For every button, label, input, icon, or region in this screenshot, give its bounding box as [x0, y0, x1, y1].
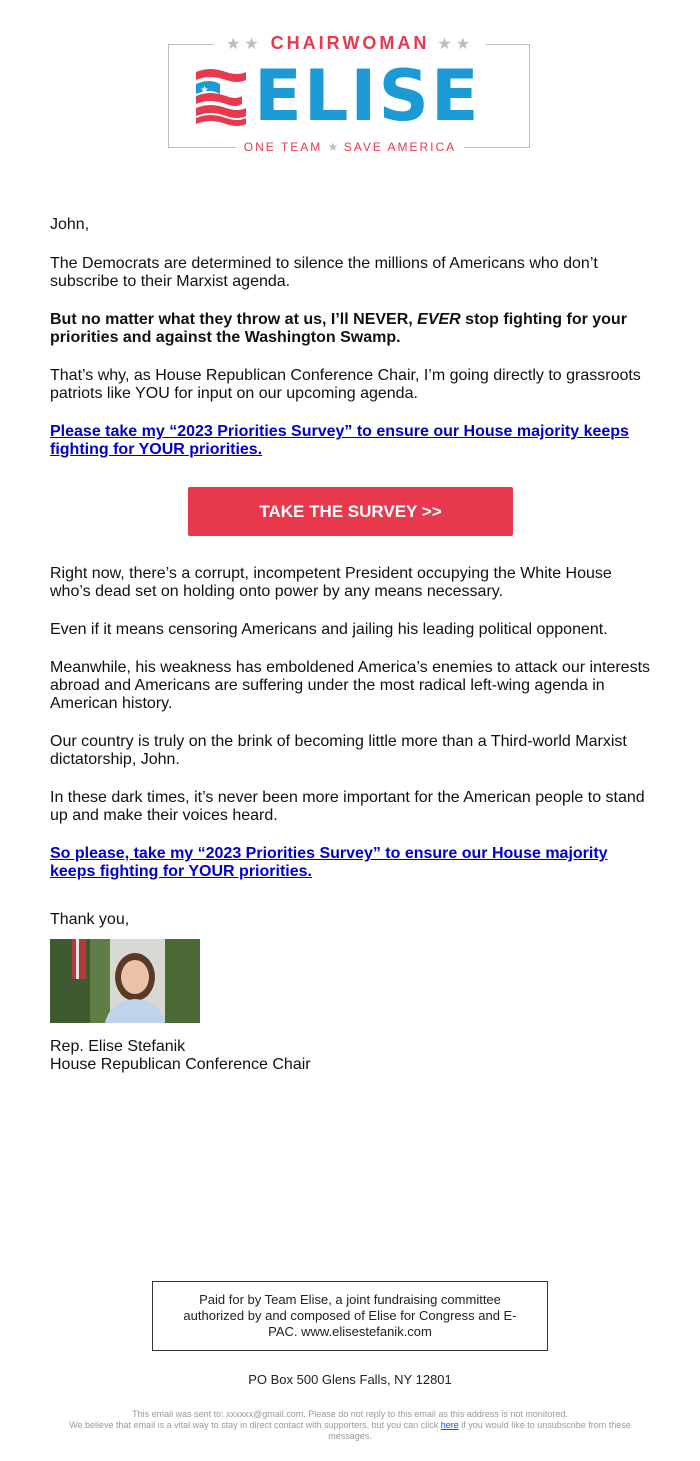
logo-top-text: CHAIRWOMAN — [270, 33, 430, 53]
greeting: John, — [50, 216, 90, 233]
survey-link-2[interactable]: So please, take my “2023 Priorities Survey” to ensure our House majority keeps fighting for YOUR priorities. — [50, 845, 608, 880]
portrait-image — [50, 939, 200, 1023]
paragraph-4: Right now, there’s a corrupt, incompetent President occupying the White House who’s dead set on holding onto power by any means necessary. — [50, 565, 612, 600]
paragraph-3: That’s why, as House Republican Conference Chair, I’m going directly to grassroots patriots like YOU for input on our upcoming agenda. — [50, 367, 641, 402]
logo-tagline — [168, 138, 532, 156]
paragraph-2-start: But no matter what they throw at us, I’ll NEVER, — [50, 311, 418, 328]
star-icon: ★★ — [225, 36, 263, 53]
mailing-address: PO Box 500 Glens Falls, NY 12801 — [248, 1372, 452, 1387]
unsubscribe-text-end: if you would like to unsubscribe from these messages. — [328, 1420, 631, 1441]
take-survey-button[interactable]: TAKE THE SURVEY >> — [188, 487, 513, 536]
closing: Thank you, — [50, 911, 130, 928]
signature-name: Rep. Elise Stefanik — [50, 1038, 186, 1055]
unsubscribe-link[interactable]: here — [440, 1420, 459, 1430]
paragraph-2-emphasis: EVER — [417, 311, 461, 328]
flag-e-icon — [190, 66, 248, 128]
paragraph-5: Even if it means censoring Americans and jailing his leading political opponent. — [50, 621, 608, 638]
paid-for-disclaimer: Paid for by Team Elise, a joint fundraising committee authorized by and composed of Elise for Congress and E-PAC. www.elisestefanik.com — [152, 1281, 548, 1351]
paragraph-8: In these dark times, it’s never been more important for the American people to stand up and make their voices heard. — [50, 789, 645, 824]
paragraph-1: The Democrats are determined to silence the millions of Americans who don’t subscribe to their Marxist agenda. — [50, 255, 598, 290]
unsubscribe-text-start: We believe that email is a vital way to stay in direct contact with supporters, but you can click — [69, 1420, 441, 1430]
fine-print — [50, 1409, 650, 1442]
unsubscribe-notice — [50, 1420, 650, 1442]
tagline-right: SAVE AMERICA — [343, 140, 457, 154]
paragraph-2 — [50, 311, 650, 347]
signature-title: House Republican Conference Chair — [50, 1056, 311, 1073]
star-icon: ★★ — [437, 36, 475, 53]
tagline-left: ONE TEAM — [243, 140, 323, 154]
paragraph-7: Our country is truly on the brink of becoming little more than a Third-world Marxist dictatorship, John. — [50, 733, 627, 768]
paragraph-2-end: stop fighting for your priorities and against the Washington Swamp. — [50, 311, 627, 346]
survey-link-1[interactable]: Please take my “2023 Priorities Survey” to ensure our House majority keeps fighting for YOUR priorities. — [50, 423, 629, 458]
header-logo[interactable] — [168, 30, 532, 154]
logo-top-row — [168, 33, 532, 54]
sent-to-notice: This email was sent to: xxxxxx@gmail.com. Please do not reply to this email as this address is not monitored. — [132, 1409, 568, 1419]
star-icon: ★ — [327, 140, 339, 154]
logo-name: ELISE — [254, 55, 481, 137]
signature-photo — [50, 939, 200, 1023]
paragraph-6: Meanwhile, his weakness has emboldened America’s enemies to attack our interests abroad and Americans are suffering under the most radical left-wing agenda in American history. — [50, 659, 651, 712]
svg-text:★: ★ — [200, 85, 209, 96]
